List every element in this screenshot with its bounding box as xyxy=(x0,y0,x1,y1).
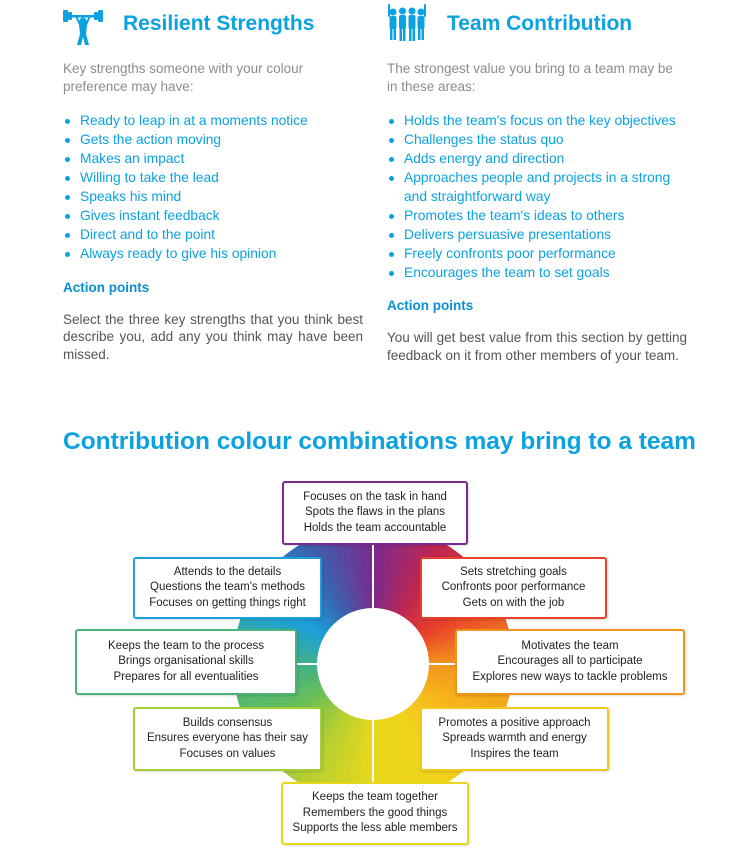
contribution-line: Focuses on the task in hand xyxy=(303,490,447,503)
resilient-strengths-title: Resilient Strengths xyxy=(123,12,315,35)
contribution-box-top xyxy=(282,481,468,545)
contribution-line: Inspires the team xyxy=(470,747,559,760)
list-item: Holds the team's focus on the key objectives xyxy=(387,112,687,131)
contribution-line: Spots the flaws in the plans xyxy=(305,506,445,519)
list-item: Promotes the team's ideas to others xyxy=(387,207,687,226)
contribution-box-mid-right xyxy=(455,629,685,695)
right-action-points-text: You will get best value from this section by getting feedback on it from other members of your team. xyxy=(387,330,687,363)
contribution-line: Ensures everyone has their say xyxy=(146,732,309,745)
list-item: Adds energy and direction xyxy=(387,150,687,169)
list-item: Direct and to the point xyxy=(63,226,363,245)
list-item: Approaches people and projects in a strong and straightforward way xyxy=(387,169,687,206)
contribution-line: Questions the team's methods xyxy=(150,581,305,594)
wheel-center xyxy=(317,608,429,720)
contribution-line: Attends to the details xyxy=(173,565,282,578)
contribution-line: Motivates the team xyxy=(521,639,619,652)
contribution-box-lower-left xyxy=(133,707,322,771)
contribution-line: Brings organisational skills xyxy=(118,655,254,668)
list-item: Challenges the status quo xyxy=(387,131,687,150)
list-item: Makes an impact xyxy=(63,150,363,169)
contribution-line: Prepares for all eventualities xyxy=(113,670,259,683)
team-contribution-title: Team Contribution xyxy=(447,12,633,35)
contribution-line: Promotes a positive approach xyxy=(438,716,591,729)
contribution-line: Explores new ways to tackle problems xyxy=(472,670,668,683)
contribution-line: Remembers the good things xyxy=(302,806,448,819)
contribution-box-lower-right xyxy=(420,707,609,771)
list-item: Delivers persuasive presentations xyxy=(387,226,687,245)
contribution-line: Keeps the team together xyxy=(312,791,438,804)
left-action-points-title: Action points xyxy=(63,279,150,295)
contribution-line: Holds the team accountable xyxy=(303,521,447,534)
contribution-line: Keeps the team to the process xyxy=(108,639,264,652)
contribution-line: Supports the less able members xyxy=(292,822,458,835)
contribution-box-mid-left xyxy=(75,629,297,695)
list-item: Ready to leap in at a moments notice xyxy=(63,112,363,131)
contribution-box-upper-left xyxy=(133,557,322,619)
contribution-line: Spreads warmth and energy xyxy=(442,732,587,745)
contribution-line: Sets stretching goals xyxy=(460,565,567,578)
team-contribution-intro: The strongest value you bring to a team may be in these areas: xyxy=(387,61,673,94)
list-item: Willing to take the lead xyxy=(63,169,363,188)
contribution-line: Encourages all to participate xyxy=(497,655,643,668)
list-item: Encourages the team to set goals xyxy=(387,264,687,283)
list-item: Always ready to give his opinion xyxy=(63,245,363,264)
section-title: Contribution colour combinations may bring to a team xyxy=(63,428,696,455)
resilient-strengths-intro: Key strengths someone with your colour preference may have: xyxy=(63,61,304,94)
contribution-line: Focuses on values xyxy=(179,747,276,760)
list-item: Gives instant feedback xyxy=(63,207,363,226)
contribution-line: Gets on with the job xyxy=(462,596,565,609)
contribution-box-bottom xyxy=(281,782,469,845)
list-item: Gets the action moving xyxy=(63,131,363,150)
list-item: Speaks his mind xyxy=(63,188,363,207)
contribution-box-upper-right xyxy=(420,557,607,619)
list-item: Freely confronts poor performance xyxy=(387,245,687,264)
left-action-points-text: Select the three key strengths that you think best describe you, add any you think may have been missed. xyxy=(63,311,363,362)
contribution-line: Builds consensus xyxy=(182,716,273,729)
contribution-line: Focuses on getting things right xyxy=(149,596,306,609)
right-action-points-title: Action points xyxy=(387,298,474,313)
contribution-line: Confronts poor performance xyxy=(441,581,586,594)
